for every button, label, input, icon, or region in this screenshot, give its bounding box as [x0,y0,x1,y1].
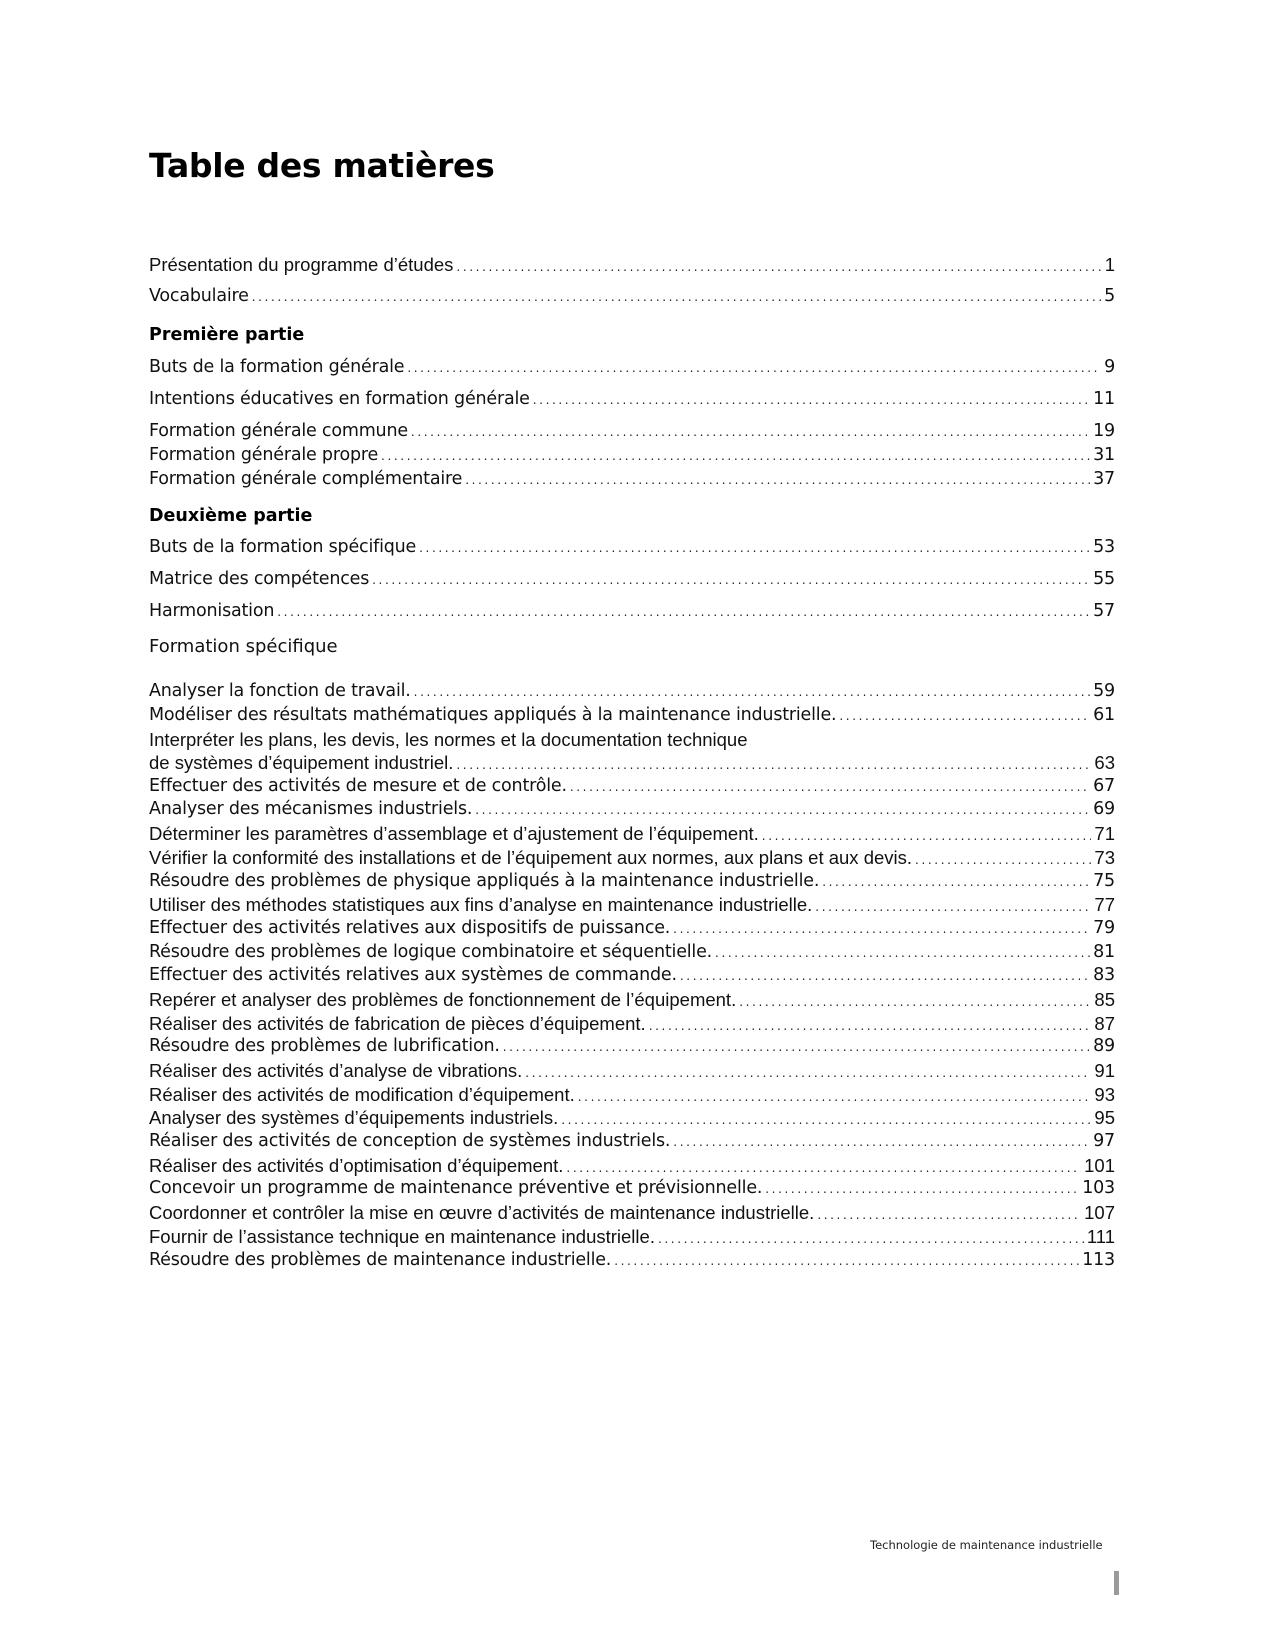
toc-entry[interactable] [149,1226,1115,1250]
dot-leader [578,1090,1092,1104]
toc-entry[interactable] [149,1060,1115,1084]
dot-leader [680,969,1090,983]
dot-leader [407,361,1101,375]
toc-entry[interactable] [149,601,1115,633]
toc-page-number: 113 [1082,1249,1115,1270]
toc-page-number: 59 [1093,681,1115,701]
toc-page-number: 53 [1093,537,1115,557]
dot-leader [570,780,1090,794]
toc-page-number: 87 [1094,1012,1115,1034]
toc-entry[interactable] [149,705,1115,729]
toc-entry[interactable] [149,1084,1115,1108]
footer-program-title: Technologie de maintenance industrielle [870,1538,1103,1552]
dot-leader [252,290,1101,304]
dot-leader [765,1182,1079,1196]
dot-leader [456,260,1101,274]
dot-leader [561,1113,1091,1127]
toc-entry-label: Fournir de l’assistance technique en maintenance industrielle. [149,1225,655,1247]
toc-page-number: 79 [1093,917,1115,938]
competency-list [149,681,1115,1273]
toc-page-number: 55 [1093,569,1115,589]
toc-entry[interactable] [149,918,1115,942]
toc-page-number: 1 [1104,254,1115,275]
dot-leader [456,758,1091,772]
dot-leader [739,995,1091,1009]
toc-entry[interactable] [149,894,1115,918]
toc-page-number: 95 [1094,1107,1115,1129]
toc-entry[interactable] [149,942,1115,966]
toc-entry[interactable] [149,823,1115,847]
dot-leader [673,1135,1090,1149]
toc-entry[interactable] [149,469,1115,499]
toc-entry[interactable] [149,752,1115,776]
toc-entry[interactable] [149,847,1115,871]
toc-entry-label: Formation générale propre [149,445,379,465]
toc-page-number: 83 [1093,965,1115,986]
toc-page-number: 61 [1093,704,1115,725]
part-heading-1: Première partie [149,325,305,345]
toc-entry-vocabulaire[interactable] [149,286,1115,320]
dot-leader [822,875,1090,889]
toc-entry-label: Intentions éducatives en formation générale [149,389,530,409]
toc-page-number: 73 [1094,846,1115,868]
dot-leader [715,946,1090,960]
toc-entry[interactable] [149,871,1115,895]
toc-entry-label: Vérifier la conformité des installations et de l’équipement aux normes, aux plans et aux devis. [149,846,913,868]
toc-page-number: 37 [1093,469,1115,489]
toc-page-number: 91 [1094,1060,1115,1081]
toc-entry-label: Effectuer des activités relatives aux systèmes de commande. [149,965,677,986]
dot-leader [817,1208,1081,1222]
toc-page-number: 75 [1093,870,1115,891]
toc-entry-label: Réaliser des activités de modification d’équipement. [149,1083,575,1105]
toc-page-number: 63 [1094,752,1115,774]
toc-page-number: 9 [1104,357,1115,377]
toc-entry-label: Réaliser des activités de conception de systèmes industriels. [149,1131,671,1152]
toc-page-number: 85 [1094,988,1115,1010]
toc-entry-presentation[interactable] [149,254,1115,286]
toc-entry[interactable] [149,1155,1115,1179]
dot-leader [614,1254,1079,1268]
toc-entry-label: Analyser des systèmes d’équipements industriels. [149,1107,559,1129]
toc-entry-label: Repérer et analyser des problèmes de fonctionnement de l’équipement. [149,988,737,1010]
dot-leader [277,605,1090,619]
footer-marker-bar [1114,1571,1119,1595]
toc-page-number: 19 [1093,421,1115,441]
toc-page-number: 77 [1094,894,1115,916]
toc-entry-label: Analyser la fonction de travail. [149,681,411,701]
toc-page-number: 101 [1084,1154,1115,1176]
toc-page-number: 5 [1104,286,1115,306]
toc-entry-label: Concevoir un programme de maintenance préventive et prévisionnelle. [149,1178,763,1199]
dot-leader [815,900,1091,914]
toc-entry[interactable] [149,1178,1115,1202]
toc-entry-label: Effectuer des activités de mesure et de contrôle. [149,775,567,796]
toc-entry[interactable] [149,1250,1115,1274]
toc-entry-label: Analyser des mécanismes industriels. [149,799,473,820]
toc-entry[interactable] [149,1131,1115,1155]
toc-entry-label: Coordonner et contrôler la mise en œuvre d’activités de maintenance industrielle. [149,1202,815,1224]
toc-entry-label: Réaliser des activités d’analyse de vibrations. [149,1060,523,1081]
toc-entry-label: Harmonisation [149,601,275,621]
toc-entry[interactable] [149,1202,1115,1226]
toc-entry-label: Résoudre des problèmes de logique combinatoire et séquentielle. [149,941,713,962]
dot-leader [465,473,1090,487]
toc-entry-label: Résoudre des problèmes de maintenance industrielle. [149,1249,612,1270]
part-heading-2: Deuxième partie [149,506,313,526]
dot-leader [475,803,1090,817]
toc-entry[interactable] [149,1013,1115,1037]
toc-entry-label: Modéliser des résultats mathématiques appliqués à la maintenance industrielle. [149,704,837,725]
toc-entry[interactable] [149,965,1115,989]
toc-entry[interactable] [149,1107,1115,1131]
dot-leader [372,573,1090,587]
toc-page-number: 103 [1082,1178,1115,1199]
toc-entry-label: Effectuer des activités relatives aux dispositifs de puissance. [149,917,671,938]
toc-page-number: 93 [1094,1083,1115,1105]
dot-leader [839,709,1090,723]
dot-leader [419,541,1090,555]
toc-entry[interactable] [149,799,1115,823]
toc-page-number: 111 [1086,1225,1115,1247]
toc-entry-label: Formation générale commune [149,421,408,441]
toc-entry[interactable] [149,357,1115,389]
toc-entry[interactable] [149,776,1115,800]
toc-page-number: 97 [1093,1131,1115,1152]
toc-entry[interactable] [149,1036,1115,1060]
dot-leader [673,922,1090,936]
dot-leader [381,449,1090,463]
toc-page-number: 81 [1093,941,1115,962]
toc-entry-label: Utiliser des méthodes statistiques aux fins d’analyse en maintenance industrielle. [149,894,813,916]
toc-entry-label: Résoudre des problèmes de physique appliqués à la maintenance industrielle. [149,870,820,891]
toc-page-number: 107 [1084,1202,1115,1224]
toc-entry-label: Buts de la formation spécifique [149,537,417,557]
toc-page-number: 11 [1093,389,1115,409]
toc-entry-label: Matrice des compétences [149,569,370,589]
toc-page-number: 67 [1093,775,1115,796]
toc-entry-label-line1: Interpréter les plans, les devis, les normes et la documentation technique [149,729,748,751]
toc-entry[interactable] [149,421,1115,445]
page-title: Table des matières [149,146,495,185]
toc-entry-label: Vocabulaire [149,286,249,306]
toc-entry-label: Formation générale complémentaire [149,469,463,489]
toc-entry[interactable] [149,445,1115,469]
toc-page-number: 71 [1094,823,1115,845]
dot-leader [566,1161,1081,1175]
dot-leader [762,829,1092,843]
toc-entry[interactable] [149,389,1115,421]
toc-page-number: 89 [1093,1036,1115,1057]
toc-entry-label: Réaliser des activités de fabrication de pièces d’équipement. [149,1012,646,1034]
toc-entry-label: Résoudre des problèmes de lubrification. [149,1036,500,1057]
toc-entry-label: Déterminer les paramètres d’assemblage et d’ajustement de l’équipement. [149,823,759,845]
toc-page-number: 31 [1093,445,1115,465]
toc-entry-label: de systèmes d’équipement industriel. [149,752,454,774]
toc-entry[interactable] [149,569,1115,601]
dot-leader [525,1066,1091,1080]
dot-leader [915,853,1091,867]
formation-specifique-subheading: Formation spécifique [149,636,338,657]
table-of-contents [149,254,1115,1273]
dot-leader [649,1019,1092,1033]
dot-leader [503,1040,1090,1054]
toc-page-number: 57 [1093,601,1115,621]
toc-entry[interactable] [149,989,1115,1013]
toc-entry[interactable] [149,537,1115,569]
dot-leader [533,393,1090,407]
toc-entry[interactable] [149,681,1115,705]
toc-entry-label: Présentation du programme d’études [149,254,454,275]
toc-entry-label: Buts de la formation générale [149,357,405,377]
toc-entry-label: Réaliser des activités d’optimisation d’équipement. [149,1154,564,1176]
dot-leader [658,1232,1084,1246]
dot-leader [414,685,1090,699]
toc-page-number: 69 [1093,799,1115,820]
dot-leader [411,425,1090,439]
